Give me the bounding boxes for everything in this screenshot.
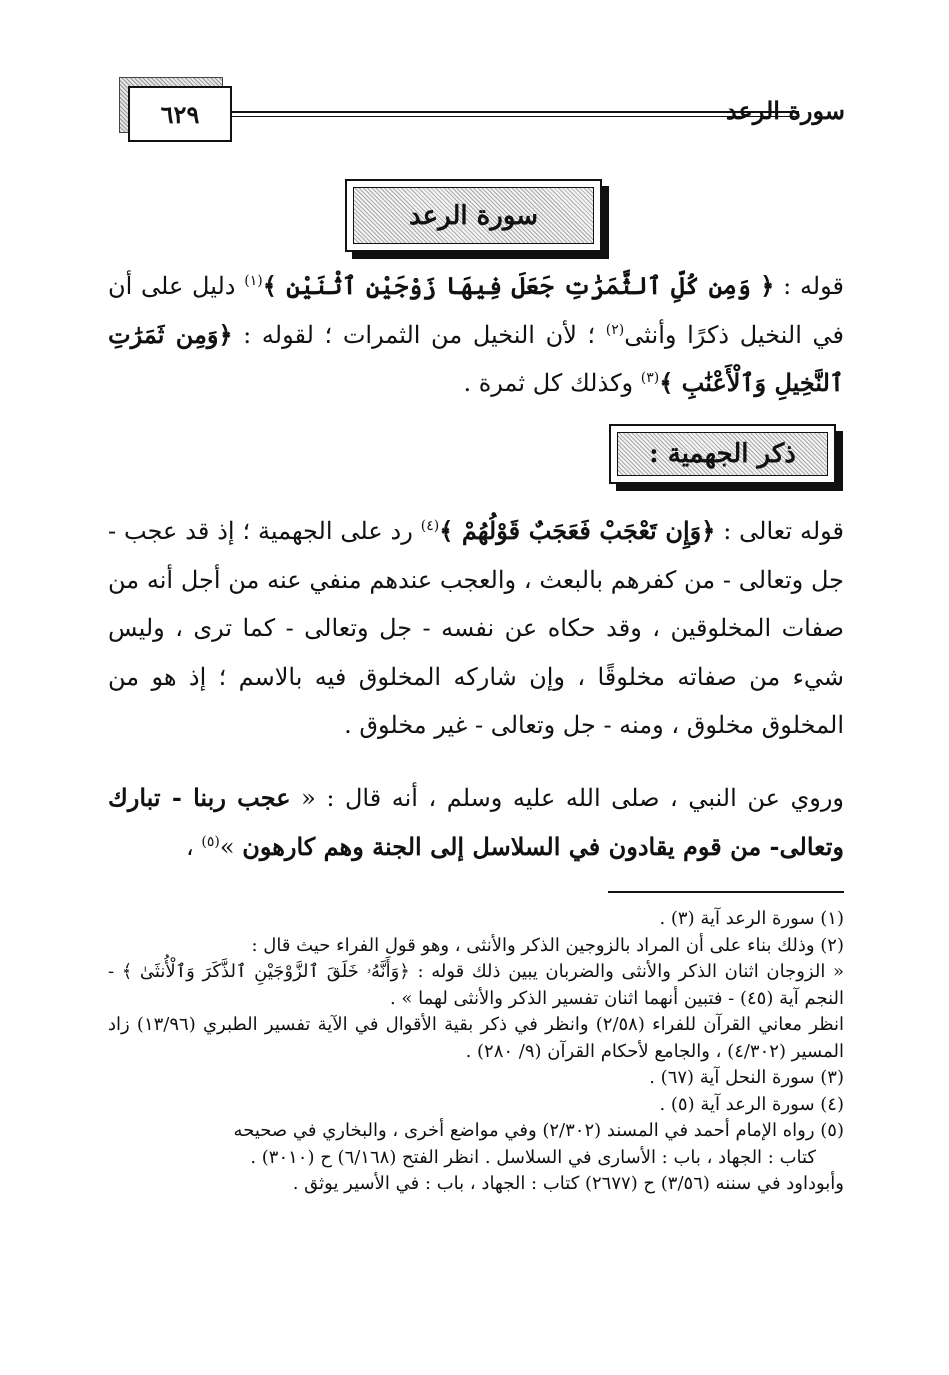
page-number [128, 86, 232, 142]
p3-end: ، [186, 832, 202, 861]
p1-text: دليل على أن في النخيل ذكرًا وأنثى [108, 272, 844, 349]
footnote-5-cont [108, 1145, 844, 1172]
paragraph-hadith [108, 774, 844, 871]
quran-verse-3: ﴿وَإِن تَعْجَبْ فَعَجَبٌ قَوْلُهُمْ ﴾ [439, 516, 716, 545]
surah-title: سورة الرعد [408, 200, 539, 231]
header-rule-thin [232, 116, 799, 117]
header-rule [232, 111, 799, 113]
footnote-4: (٤) سورة الرعد آية (٥) . [659, 1093, 844, 1115]
hadith-text: عجب ربنا - تبارك وتعالى- من قوم يقادون في السلاسل إلى الجنة وهم كارهون [108, 783, 844, 861]
footnote-separator [608, 891, 844, 893]
hadith-close: » [219, 832, 243, 861]
footnote-1: (١) سورة الرعد آية (٣) . [659, 908, 844, 929]
section-title-box [609, 424, 836, 484]
running-title: سورة الرعد [725, 96, 845, 125]
paragraph-jahmiyya [108, 507, 844, 750]
footnote-ref-5[interactable]: (٥) [201, 833, 220, 850]
footnote-2-quote: « الزوجان اثنان الذكر والأنثى والضربان يبين ذلك قوله : ﴿وَأَنَّهُۥ خَلَقَ ٱلزَّوْجَيْنِ ٱلذَّكَرَ وَٱلْأُنثَىٰ ﴾ - النجم آية (٤٥) - فتبين أنهما اثنان تفسير الذكر والأنثى لهما » . [108, 961, 844, 1009]
footnote-5-abudawud: وأبوداود في سننه (٣/٥٦) ح (٢٦٧٧) كتاب : الجهاد ، باب : في الأسير يوثق . [292, 1173, 844, 1194]
paragraph-fruits [108, 262, 844, 408]
surah-title-box [345, 179, 602, 252]
section-title-pattern [617, 432, 828, 476]
p3-intro: وروي عن النبي ، صلى الله عليه وسلم ، أنه قال : « [290, 784, 844, 812]
p2-text: رد على الجهمية ؛ إذ قد عجب - جل وتعالى - من كفرهم بالبعث ، والعجب عندهم منفي عنه من أجل أنه من صفات المخلوقين ، وقد حكاه عن نفسه - جل وتعالى - كما ترى ، وليس شيء من صفاته مخلوقًا ، وإن شاركه المخلوق فيه بالاسم ؛ إذ هو من المخلوق مخلوق ، ومنه - جل وتعالى - غير مخلوق . [108, 517, 844, 739]
section-title: ذكر الجهمية : [649, 439, 796, 469]
footnote-5-cont-text: كتاب : الجهاد ، باب : الأسارى في السلاسل . انظر الفتح (٦/١٦٨) ح (٣٠١٠) . [250, 1146, 816, 1168]
footnote-ref-1[interactable]: (١) [244, 273, 263, 289]
footnote-2-refs: انظر معاني القرآن للفراء (٢/٥٨) وانظر في ذكر بقية الأقوال في الآية تفسير الطبري (١٣/٩٦) زاد المسير (٤/٣٠٢) ، والجامع لأحكام القرآن (٩/ ٢٨٠) . [108, 1014, 845, 1062]
quran-verse-2: ﴿وَمِن ثَمَرَٰتِ ٱلنَّخِيلِ وَٱلْأَعْنَٰبِ ﴾ [108, 319, 844, 397]
footnote-3: (٣) سورة النحل آية (٦٧) . [649, 1067, 844, 1088]
quran-verse: ﴿ وَمِن كُلِّ ٱلثَّمَرَٰتِ جَعَلَ فِيهَا زَوْجَيْنِ ٱثْنَيْنِ ﴾ [262, 271, 775, 300]
p1-text-3: وكذلك كل ثمرة . [463, 369, 641, 397]
surah-title-pattern [353, 187, 594, 244]
p1-text-2: ؛ لأن النخيل من الثمرات ؛ لقوله : [232, 320, 606, 349]
footnote-2-intro: (٢) وذلك بناء على أن المراد بالزوجين الذكر والأنثى ، وهو قول الفراء حيث قال : [251, 934, 844, 956]
footnote-5: (٥) رواه الإمام أحمد في المسند (٢/٣٠٢) وفي مواضع أخرى ، والبخاري في صحيحه [233, 1120, 844, 1141]
page-number-text: ٦٢٩ [160, 99, 200, 129]
footnotes [108, 906, 844, 1198]
p1-intro: قوله : [774, 272, 844, 300]
footnote-ref-4[interactable]: (٤) [420, 518, 440, 534]
footnote-ref-2[interactable]: (٢) [605, 321, 625, 338]
footnote-ref-3[interactable]: (٣) [640, 370, 660, 386]
p2-intro: قوله تعالى : [715, 517, 845, 545]
